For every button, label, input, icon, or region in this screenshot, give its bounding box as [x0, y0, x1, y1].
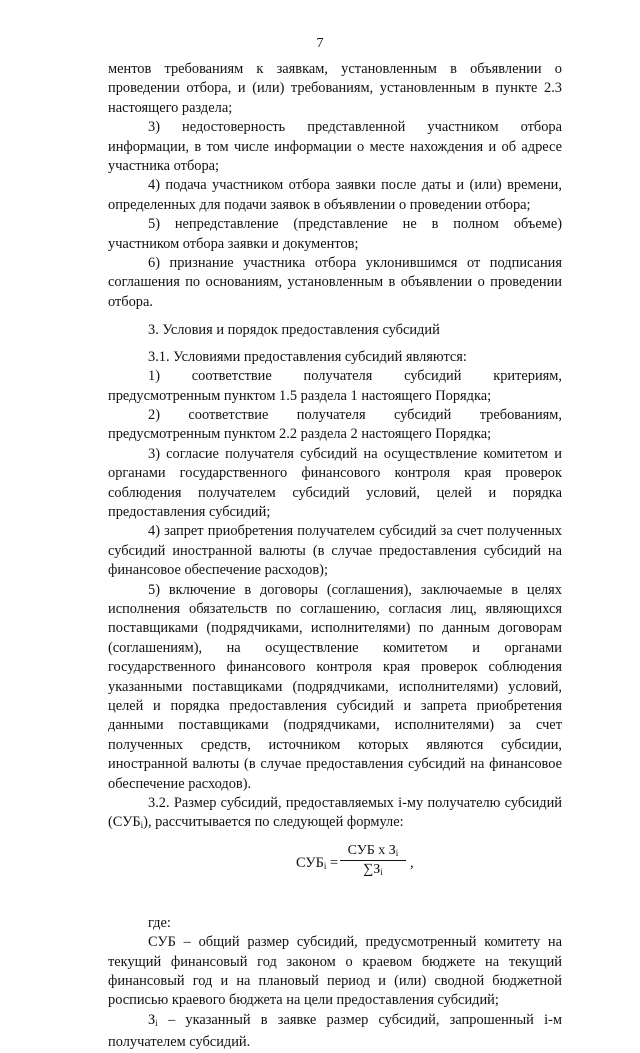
paragraph-formula-intro [108, 794, 562, 836]
definition-item [108, 1011, 562, 1053]
formula-fraction [340, 843, 406, 878]
text-part: 3.2. Размер субсидий, предоставляемых i-му получателю субсидий (СУБ [108, 795, 562, 831]
formula-lhs-text: СУБ [296, 854, 324, 871]
list-item: 3) недостоверность представленной участником отбора информации, в том числе информации о месте нахождения и об адресе участника отбора; [108, 119, 562, 175]
paragraph: 3.1. Условиями предоставления субсидий являются: [148, 348, 467, 365]
list-item: 2) соответствие получателя субсидий требованиям, предусмотренным пунктом 2.2 раздела 2 настоящего Порядка; [108, 406, 562, 443]
text-part: З [148, 1011, 156, 1028]
text-part: – указанный в заявке размер субсидий, запрошенный i-м получателем субсидий. [108, 1011, 562, 1051]
page-number: 7 [316, 36, 324, 51]
subscript: i [380, 866, 383, 877]
formula-denominator [340, 861, 406, 878]
paragraph: ментов требованиям к заявкам, установленным в объявлении о проведении отбора, и (или) требованиям, установленным в пункте 2.3 настоящего раздела; [108, 61, 562, 116]
text-part: ), рассчитывается по следующей формуле: [143, 814, 404, 831]
list-item: 4) запрет приобретения получателем субсидий за счет полученных субсидий иностранной валюты (в случае предоставления субсидий на финансовое обеспечение расходов); [108, 523, 562, 579]
list-item: 3) согласие получателя субсидий на осуществление комитетом и органами государственного финансового контроля края проверок соблюдения получателем субсидий условий, целей и порядка предоставления субсидий; [108, 445, 562, 520]
formula-lhs [296, 855, 338, 872]
equals-sign: = [326, 854, 339, 871]
formula-comma: , [410, 854, 414, 871]
numerator-text: СУБ х З [347, 842, 396, 858]
definition-item: СУБ – общий размер субсидий, предусмотренный комитету на текущий финансовый год законом о краевом бюджете на текущий финансовый год и на плановый период и (или) сводной бюджетной росписью краевого бюджета на цели предоставления субсидий; [108, 934, 562, 1009]
section-heading: 3. Условия и порядок предоставления субсидий [148, 322, 440, 339]
subscript: i [140, 820, 144, 831]
list-item: 4) подача участником отбора заявки после даты и (или) времени, определенных для подачи заявок в объявлении о проведении отбора; [108, 177, 562, 213]
subscript: i [155, 1017, 158, 1028]
where-label: где: [148, 914, 171, 931]
list-item: 5) включение в договоры (соглашения), заключаемые в целях исполнения обязательств по соглашению, согласия лиц, являющихся поставщиками (подрядчиками, исполнителями) по данным договорам (соглашениям), на осуществление комитетом и органами государственного финансового контроля края проверок соблюдения указанными поставщиками (подрядчиками, исполнителями) условий, целей и порядка предоставления субсидий и запрета приобретения данными поставщиками (подрядчиками, исполнителями) за счет полученных средств, источником которых являются субсидии, иностранной валюты (в случае предоставления субсидий на финансовое обеспечение расходов). [108, 581, 562, 792]
subscript: i [323, 860, 327, 871]
subscript: i [395, 847, 399, 858]
formula [108, 842, 562, 894]
list-item: 1) соответствие получателя субсидий критериям, предусмотренным пунктом 1.5 раздела 1 настоящего Порядка; [108, 368, 562, 404]
denominator-text: ∑З [363, 861, 381, 877]
formula-numerator [340, 843, 406, 861]
list-item: 5) непредставление (представление не в полном объеме) участником отбора заявки и документов; [108, 216, 562, 252]
list-item: 6) признание участника отбора уклонившимся от подписания соглашения по основаниям, установленным в объявлении о проведении отбора. [108, 255, 562, 310]
document-body [108, 60, 562, 1053]
